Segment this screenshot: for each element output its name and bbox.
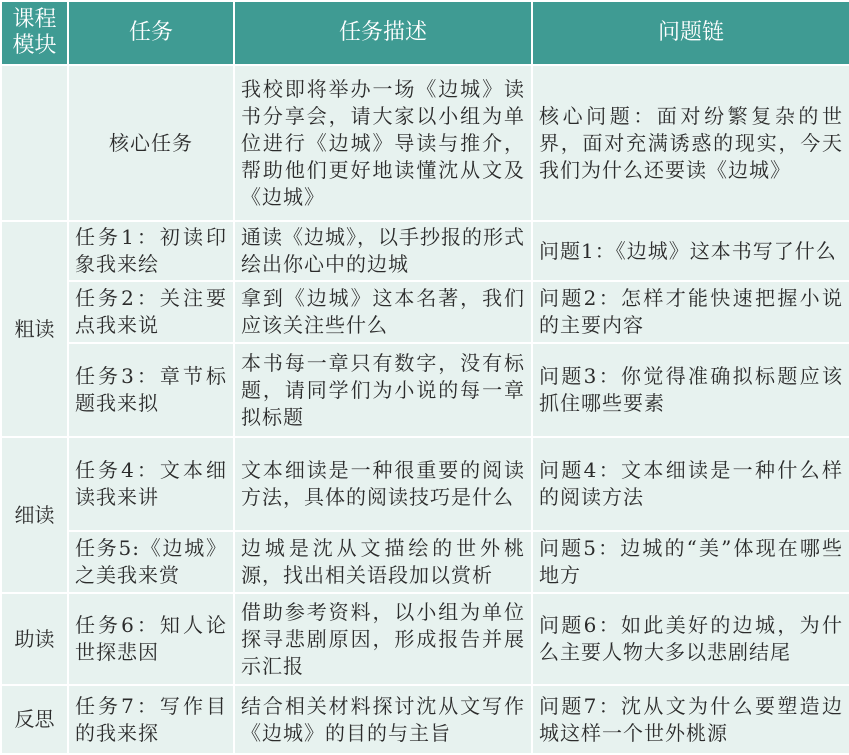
table-row [1,221,849,281]
task-name: 任务7：写作目的我来探 [68,685,234,754]
header-questions: 问题链 [532,1,849,65]
task-name: 任务1：初读印象我来绘 [68,221,234,281]
task-name: 任务6：知人论世探悲因 [68,593,234,685]
table-row [1,343,849,437]
module-name: 反思 [1,685,68,754]
header-row [1,1,849,65]
core-row [1,65,849,221]
task-question: 问题7：沈从文为什么要塑造边城这样一个世外桃源 [532,685,849,754]
header-module: 课程模块 [1,1,68,65]
task-question: 问题2：怎样才能快速把握小说的主要内容 [532,281,849,343]
table-row [1,437,849,531]
task-description: 本书每一章只有数字，没有标题，请同学们为小说的每一章拟标题 [234,343,532,437]
task-question: 问题3：你觉得准确拟标题应该抓住哪些要素 [532,343,849,437]
task-question: 问题4：文本细读是一种什么样的阅读方法 [532,437,849,531]
core-module-cell [1,65,68,221]
module-name: 粗读 [1,221,68,437]
task-description: 文本细读是一种很重要的阅读方法，具体的阅读技巧是什么 [234,437,532,531]
task-description: 借助参考资料，以小组为单位探寻悲剧原因，形成报告并展示汇报 [234,593,532,685]
table-row [1,281,849,343]
table-row [1,531,849,593]
task-name: 任务5:《边城》之美我来赏 [68,531,234,593]
header-description: 任务描述 [234,1,532,65]
task-name: 任务3：章节标题我来拟 [68,343,234,437]
table-row [1,685,849,754]
task-question: 问题1：《边城》这本书写了什么 [532,221,849,281]
table-row [1,593,849,685]
core-description: 我校即将举办一场《边城》读书分享会，请大家以小组为单位进行《边城》导读与推介，帮助他们更好地读懂沈从文及《边城》 [234,65,532,221]
module-name: 细读 [1,437,68,593]
header-task: 任务 [68,1,234,65]
task-description: 结合相关材料探讨沈从文写作《边城》的目的与主旨 [234,685,532,754]
task-name: 任务4：文本细读我来讲 [68,437,234,531]
task-description: 通读《边城》，以手抄报的形式绘出你心中的边城 [234,221,532,281]
module-name: 助读 [1,593,68,685]
task-name: 任务2：关注要点我来说 [68,281,234,343]
core-question: 核心问题：面对纷繁复杂的世界，面对充满诱惑的现实，今天我们为什么还要读《边城》 [532,65,849,221]
core-task: 核心任务 [68,65,234,221]
task-question: 问题5：边城的“美”体现在哪些地方 [532,531,849,593]
task-description: 拿到《边城》这本名著，我们应该关注些什么 [234,281,532,343]
task-description: 边城是沈从文描绘的世外桃源，找出相关语段加以赏析 [234,531,532,593]
task-question: 问题6：如此美好的边城，为什么主要人物大多以悲剧结尾 [532,593,849,685]
